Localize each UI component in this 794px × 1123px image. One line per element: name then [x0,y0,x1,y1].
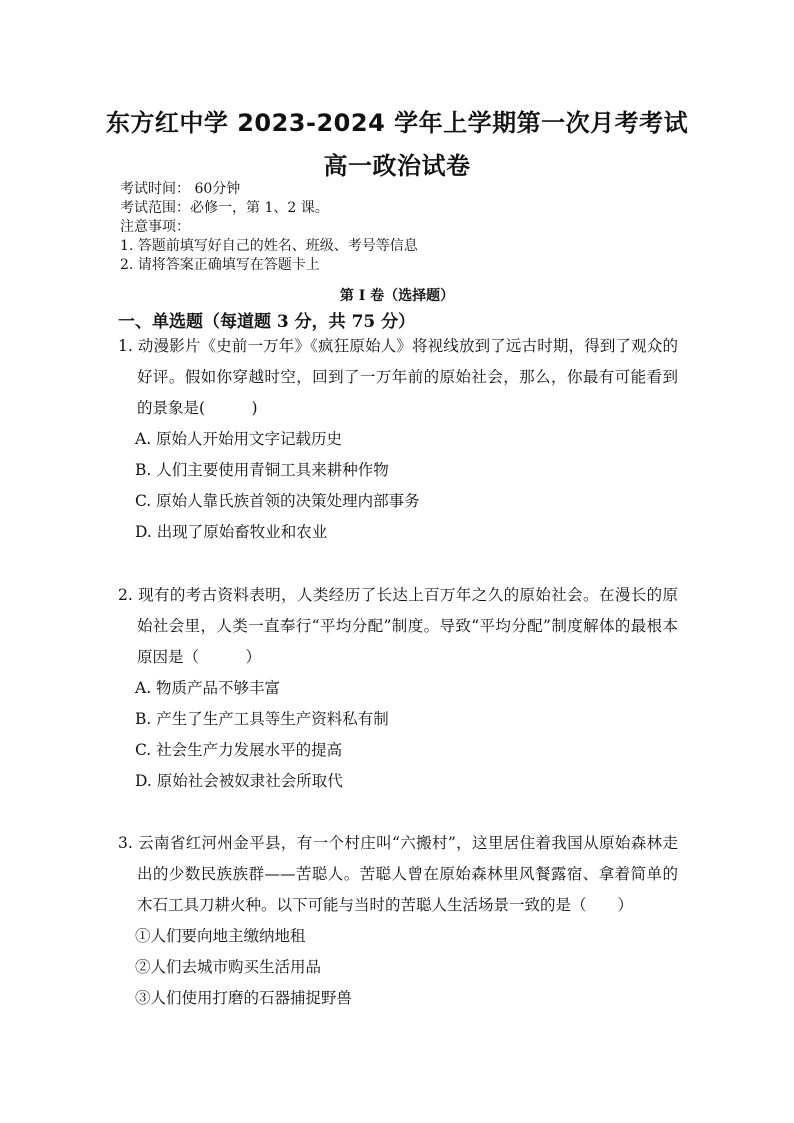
statement-3: ③人们使用打磨的石器捕捉野兽 [135,989,353,1007]
option-a: A. 物质产品不够丰富 [135,679,281,697]
option-d: D. 出现了原始畜牧业和农业 [135,523,328,541]
exam-title: 东方红中学 2023-2024 学年上学期第一次月考考试 [105,109,689,137]
question-stem: 1. 动漫影片《史前一万年》《疯狂原始人》将视线放到了远古时期，得到了观众的好评。假如你穿越时空，回到了一万年前的原始社会，那么，你最有可能看到的景象是( ) [118,337,678,417]
notice-item: 1. 答题前填写好自己的姓名、班级、考号等信息 [120,238,418,254]
section-heading: 一、单选题（每道题 3 分，共 75 分） [118,312,416,332]
question-stem: 3. 云南省红河州金平县，有一个村庄叫“六搬村”，这里居住着我国从原始森林走出的少数民族族群——苦聪人。苦聪人曾在原始森林里风餐露宿、拿着简单的木石工具刀耕火种。以下可能与当时的苦聪人生活场景一致的是（ ） [118,834,678,914]
question-1 [118,331,678,548]
question-3 [118,828,678,1014]
notice-item: 2. 请将答案正确填写在答题卡上 [120,257,320,273]
question-stem: 2. 现有的考古资料表明，人类经历了长达上百万年之久的原始社会。在漫长的原始社会里，人类一直奉行“平均分配”制度。导致“平均分配”制度解体的最根本原因是（ ） [118,586,678,666]
option-a: A. 原始人开始用文字记载历史 [135,430,343,448]
question-2 [118,580,678,797]
notice-heading: 注意事项： [120,219,190,235]
option-c: C. 社会生产力发展水平的提高 [135,741,343,759]
volume-label: 第 I 卷（选择题） [339,288,455,304]
option-d: D. 原始社会被奴隶社会所取代 [135,772,343,790]
exam-info [120,180,418,275]
option-b: B. 产生了生产工具等生产资料私有制 [135,710,389,728]
exam-scope: 考试范围：必修一，第 1、2 课。 [120,200,329,216]
exam-duration: 考试时间： 60分钟 [120,181,241,197]
statement-1: ①人们要向地主缴纳地租 [135,927,306,945]
option-c: C. 原始人靠氏族首领的决策处理内部事务 [135,492,420,510]
option-b: B. 人们主要使用青铜工具来耕种作物 [135,461,389,479]
exam-subtitle: 高一政治试卷 [323,152,471,180]
statement-2: ②人们去城市购买生活用品 [135,958,322,976]
